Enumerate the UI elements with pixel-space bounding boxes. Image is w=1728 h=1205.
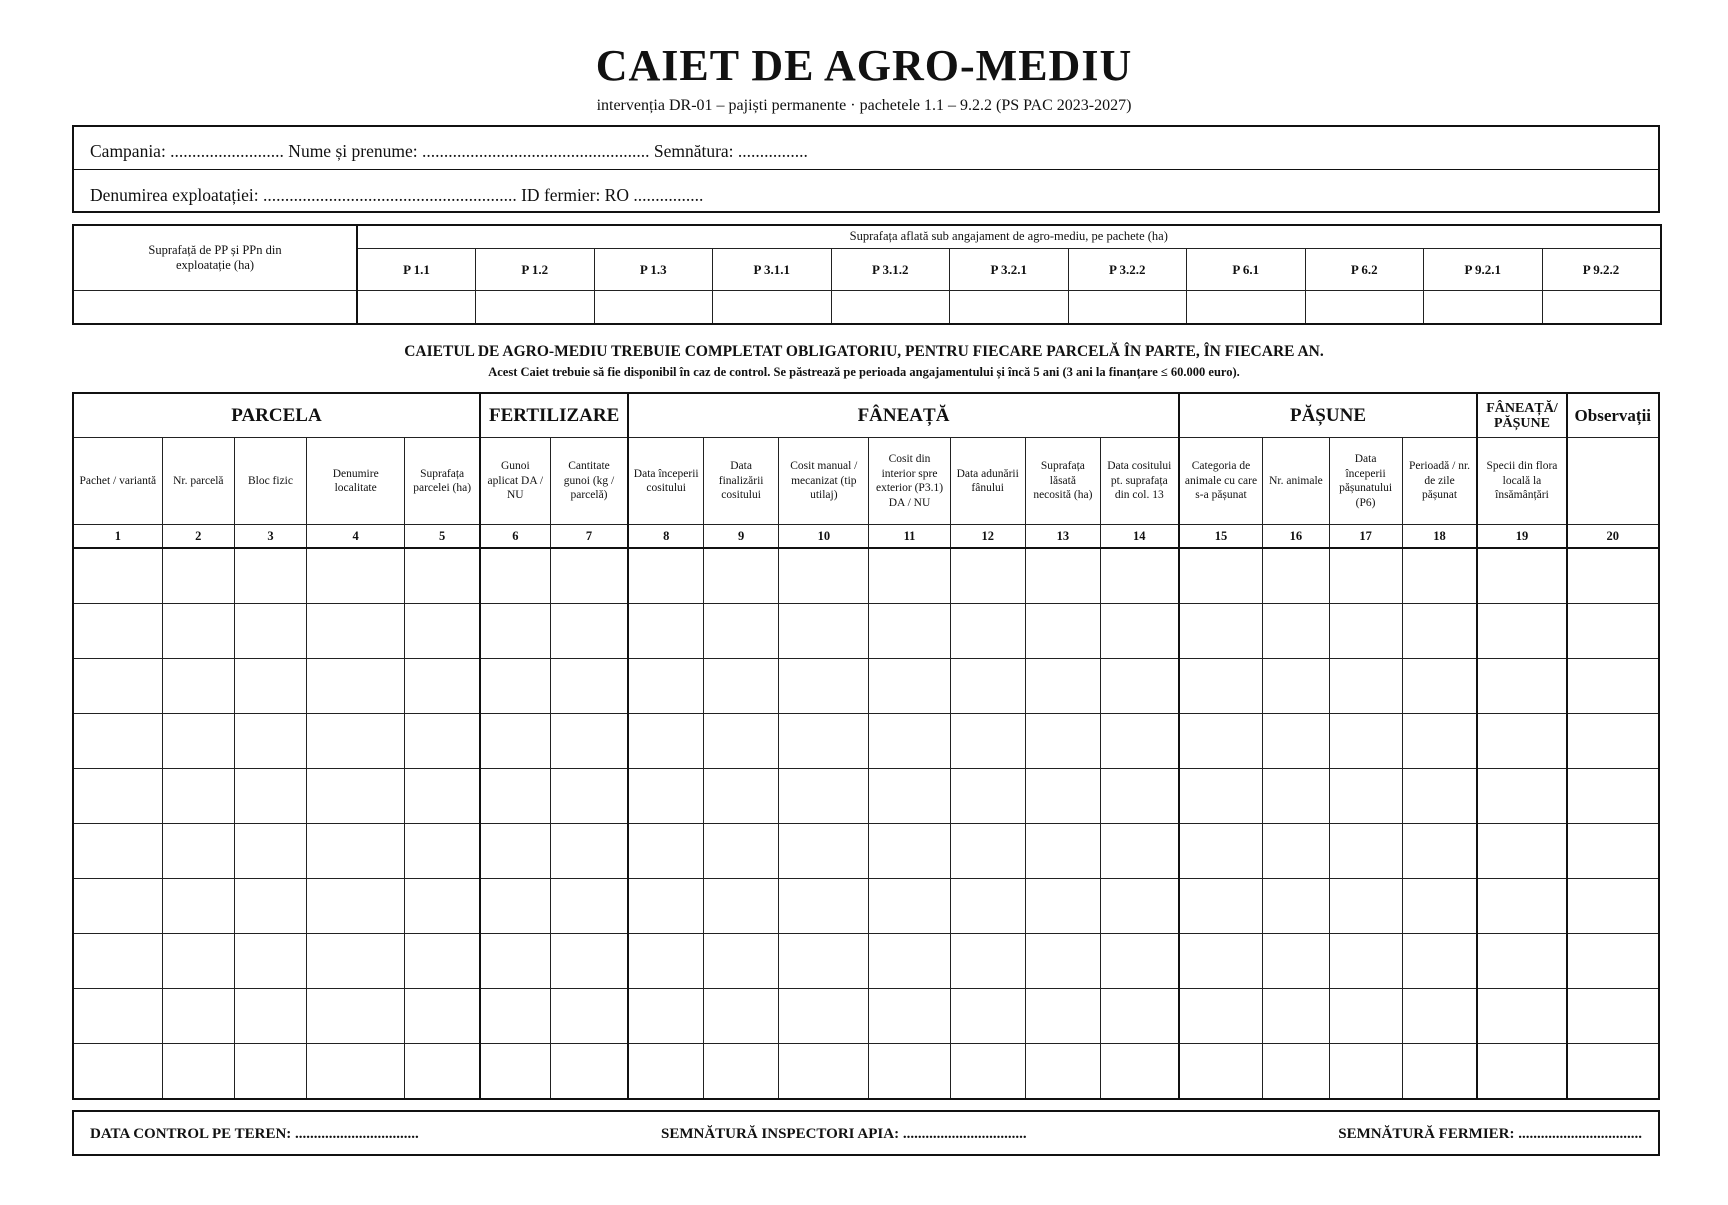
entry-cell[interactable] — [162, 989, 234, 1044]
column-number: 13 — [1025, 525, 1100, 549]
package-header: P 9.2.2 — [1542, 248, 1661, 290]
column-number: 18 — [1402, 525, 1477, 549]
column-header: Data cositului pt. suprafața din col. 13 — [1100, 438, 1178, 525]
entry-cell[interactable] — [1263, 934, 1329, 989]
entry-cell[interactable] — [480, 824, 550, 879]
entry-cell[interactable] — [1402, 879, 1477, 934]
table-row — [73, 769, 1659, 824]
column-header: Cosit manual / mecanizat (tip utilaj) — [779, 438, 869, 525]
column-header — [1567, 438, 1659, 525]
entry-cell[interactable] — [307, 659, 405, 714]
packages-table — [72, 224, 1662, 325]
group-parcela: PARCELA — [73, 393, 480, 438]
entry-cell[interactable] — [704, 1044, 779, 1100]
package-header: P 3.1.1 — [713, 248, 832, 290]
parcel-log-table — [72, 392, 1660, 1100]
entry-cell[interactable] — [704, 824, 779, 879]
entry-cell[interactable] — [1402, 989, 1477, 1044]
entry-cell[interactable] — [1179, 879, 1263, 934]
entry-cell[interactable] — [73, 824, 162, 879]
entry-cell[interactable] — [869, 714, 950, 769]
entry-cell[interactable] — [1567, 659, 1659, 714]
entry-cell[interactable] — [1329, 989, 1402, 1044]
entry-cell[interactable] — [1263, 769, 1329, 824]
column-header: Nr. parcelă — [162, 438, 234, 525]
entry-cell[interactable] — [307, 1044, 405, 1100]
entry-cell[interactable] — [550, 714, 628, 769]
entry-cell[interactable] — [1477, 714, 1566, 769]
entry-cell[interactable] — [1100, 548, 1178, 604]
entry-cell[interactable] — [1263, 714, 1329, 769]
entry-cell[interactable] — [234, 934, 306, 989]
column-header: Suprafața lăsată necosită (ha) — [1025, 438, 1100, 525]
entry-cell[interactable] — [1329, 769, 1402, 824]
entry-cell[interactable] — [550, 1044, 628, 1100]
entry-cell[interactable] — [73, 769, 162, 824]
field-control-date: DATA CONTROL PE TEREN: ................................. — [90, 1126, 419, 1142]
entry-cell[interactable] — [480, 934, 550, 989]
control-footer — [72, 1110, 1660, 1156]
info-line-farm: Denumirea exploatației: .......................................................... ID fermier: RO ................ — [90, 185, 704, 205]
column-number: 20 — [1567, 525, 1659, 549]
column-number: 2 — [162, 525, 234, 549]
entry-cell[interactable] — [1567, 769, 1659, 824]
column-header: Cosit din interior spre exterior (P3.1) DA / NU — [869, 438, 950, 525]
entry-cell[interactable] — [162, 1044, 234, 1100]
entry-cell[interactable] — [950, 879, 1025, 934]
entry-cell[interactable] — [1567, 1044, 1659, 1100]
entry-cell[interactable] — [405, 548, 480, 604]
entry-cell[interactable] — [1025, 879, 1100, 934]
entry-cell[interactable] — [628, 1044, 703, 1100]
entry-cell[interactable] — [1402, 934, 1477, 989]
entry-cell[interactable] — [950, 714, 1025, 769]
entry-cell[interactable] — [869, 769, 950, 824]
entry-cell[interactable] — [162, 659, 234, 714]
entry-cell[interactable] — [628, 604, 703, 659]
entry-cell[interactable] — [1329, 824, 1402, 879]
entry-cell[interactable] — [1567, 604, 1659, 659]
column-number: 6 — [480, 525, 550, 549]
entry-cell[interactable] — [480, 989, 550, 1044]
entry-cell[interactable] — [1179, 824, 1263, 879]
entry-cell[interactable] — [234, 604, 306, 659]
entry-cell[interactable] — [234, 824, 306, 879]
group-pasune: PĂȘUNE — [1179, 393, 1478, 438]
entry-cell[interactable] — [1100, 769, 1178, 824]
entry-cell[interactable] — [405, 604, 480, 659]
package-header: P 9.2.1 — [1424, 248, 1543, 290]
entry-cell[interactable] — [1477, 769, 1566, 824]
package-header: P 6.2 — [1305, 248, 1424, 290]
entry-cell[interactable] — [1402, 548, 1477, 604]
column-number: 12 — [950, 525, 1025, 549]
entry-cell[interactable] — [307, 769, 405, 824]
column-header: Cantitate gunoi (kg / parcelă) — [550, 438, 628, 525]
package-header: P 1.3 — [594, 248, 713, 290]
package-area-cell[interactable] — [1305, 290, 1424, 324]
entry-cell[interactable] — [869, 879, 950, 934]
entry-cell[interactable] — [405, 989, 480, 1044]
entry-cell[interactable] — [73, 1044, 162, 1100]
pp-area-value[interactable] — [73, 290, 357, 324]
entry-cell[interactable] — [1100, 879, 1178, 934]
entry-cell[interactable] — [307, 934, 405, 989]
entry-cell[interactable] — [405, 934, 480, 989]
entry-cell[interactable] — [704, 769, 779, 824]
entry-cell[interactable] — [405, 824, 480, 879]
entry-cell[interactable] — [162, 934, 234, 989]
entry-cell[interactable] — [405, 769, 480, 824]
column-header: Perioadă / nr. de zile pășunat — [1402, 438, 1477, 525]
entry-cell[interactable] — [1477, 604, 1566, 659]
entry-cell[interactable] — [307, 824, 405, 879]
entry-cell[interactable] — [1402, 714, 1477, 769]
entry-cell[interactable] — [1329, 714, 1402, 769]
entry-cell[interactable] — [1179, 934, 1263, 989]
entry-cell[interactable] — [1329, 1044, 1402, 1100]
column-number: 14 — [1100, 525, 1178, 549]
entry-cell[interactable] — [1402, 659, 1477, 714]
entry-cell[interactable] — [1100, 604, 1178, 659]
entry-cell[interactable] — [162, 548, 234, 604]
entry-cell[interactable] — [480, 879, 550, 934]
entry-cell[interactable] — [704, 548, 779, 604]
entry-cell[interactable] — [73, 879, 162, 934]
entry-cell[interactable] — [1477, 934, 1566, 989]
entry-cell[interactable] — [779, 548, 869, 604]
entry-cell[interactable] — [162, 824, 234, 879]
table-row — [73, 659, 1659, 714]
table-row — [73, 604, 1659, 659]
entry-cell[interactable] — [550, 604, 628, 659]
entry-cell[interactable] — [1100, 824, 1178, 879]
entry-cell[interactable] — [405, 1044, 480, 1100]
entry-cell[interactable] — [550, 989, 628, 1044]
entry-cell[interactable] — [779, 1044, 869, 1100]
column-number: 8 — [628, 525, 703, 549]
entry-cell[interactable] — [1567, 548, 1659, 604]
entry-cell[interactable] — [1179, 659, 1263, 714]
package-header: P 1.1 — [357, 248, 476, 290]
entry-cell[interactable] — [480, 714, 550, 769]
entry-cell[interactable] — [307, 714, 405, 769]
entry-cell[interactable] — [1025, 604, 1100, 659]
package-area-cell[interactable] — [950, 290, 1069, 324]
table-row — [73, 879, 1659, 934]
package-area-cell[interactable] — [357, 290, 476, 324]
column-header: Data adunării fânului — [950, 438, 1025, 525]
entry-cell[interactable] — [1179, 769, 1263, 824]
entry-cell[interactable] — [628, 714, 703, 769]
entry-cell[interactable] — [307, 548, 405, 604]
entry-cell[interactable] — [1179, 714, 1263, 769]
package-area-cell[interactable] — [1542, 290, 1661, 324]
entry-cell[interactable] — [1025, 659, 1100, 714]
entry-cell[interactable] — [950, 989, 1025, 1044]
entry-cell[interactable] — [1477, 1044, 1566, 1100]
entry-cell[interactable] — [628, 769, 703, 824]
entry-cell[interactable] — [1402, 604, 1477, 659]
package-header: P 3.2.2 — [1068, 248, 1187, 290]
entry-cell[interactable] — [1263, 548, 1329, 604]
entry-cell[interactable] — [1567, 934, 1659, 989]
entry-cell[interactable] — [550, 659, 628, 714]
package-area-cell[interactable] — [713, 290, 832, 324]
entry-cell[interactable] — [234, 989, 306, 1044]
entry-cell[interactable] — [234, 879, 306, 934]
entry-cell[interactable] — [779, 714, 869, 769]
notice-mandatory: CAIETUL DE AGRO-MEDIU TREBUIE COMPLETAT OBLIGATORIU, PENTRU FIECARE PARCELĂ ÎN PARTE, ÎN FIECARE AN. — [404, 343, 1324, 360]
entry-cell[interactable] — [779, 934, 869, 989]
page-title: CAIET DE AGRO-MEDIU — [595, 41, 1133, 90]
package-area-cell[interactable] — [1424, 290, 1543, 324]
column-header: Data începerii cositului — [628, 438, 703, 525]
entry-cell[interactable] — [704, 934, 779, 989]
table-row — [73, 824, 1659, 879]
farmer-info-box — [72, 125, 1660, 213]
entry-cell[interactable] — [1567, 879, 1659, 934]
column-header: Bloc fizic — [234, 438, 306, 525]
column-number: 16 — [1263, 525, 1329, 549]
entry-cell[interactable] — [1477, 989, 1566, 1044]
info-line-campaign: Campania: .......................... Nume și prenume: .................................................... Semnătura: ................ — [90, 141, 808, 161]
entry-cell[interactable] — [1402, 824, 1477, 879]
entry-cell[interactable] — [480, 604, 550, 659]
entry-cell[interactable] — [480, 659, 550, 714]
entry-cell[interactable] — [1263, 604, 1329, 659]
entry-cell[interactable] — [1263, 824, 1329, 879]
column-header: Nr. animale — [1263, 438, 1329, 525]
entry-cell[interactable] — [704, 604, 779, 659]
entry-cell[interactable] — [1025, 714, 1100, 769]
entry-cell[interactable] — [950, 1044, 1025, 1100]
entry-cell[interactable] — [1477, 879, 1566, 934]
package-area-cell[interactable] — [594, 290, 713, 324]
column-number: 19 — [1477, 525, 1566, 549]
column-header: Data începerii pășunatului (P6) — [1329, 438, 1402, 525]
info-divider — [74, 169, 1658, 170]
entry-cell[interactable] — [1179, 604, 1263, 659]
entry-cell[interactable] — [234, 548, 306, 604]
entry-cell[interactable] — [307, 989, 405, 1044]
entry-cell[interactable] — [779, 989, 869, 1044]
entry-cell[interactable] — [869, 824, 950, 879]
column-number: 17 — [1329, 525, 1402, 549]
entry-cell[interactable] — [1100, 714, 1178, 769]
entry-cell[interactable] — [1100, 989, 1178, 1044]
entry-cell[interactable] — [950, 604, 1025, 659]
table-row — [73, 1044, 1659, 1100]
entry-cell[interactable] — [869, 659, 950, 714]
entry-cell[interactable] — [779, 659, 869, 714]
entry-cell[interactable] — [628, 659, 703, 714]
entry-cell[interactable] — [1329, 659, 1402, 714]
column-header: Gunoi aplicat DA / NU — [480, 438, 550, 525]
entry-cell[interactable] — [950, 769, 1025, 824]
entry-cell[interactable] — [1025, 548, 1100, 604]
entry-cell[interactable] — [779, 824, 869, 879]
entry-cell[interactable] — [1025, 989, 1100, 1044]
table-row — [73, 548, 1659, 604]
entry-cell[interactable] — [162, 879, 234, 934]
entry-cell[interactable] — [1567, 989, 1659, 1044]
entry-cell[interactable] — [950, 824, 1025, 879]
entry-cell[interactable] — [1329, 604, 1402, 659]
entry-cell[interactable] — [628, 989, 703, 1044]
pp-area-header: Suprafață de PP și PPn din exploatație (ha) — [73, 225, 357, 290]
column-header: Data finalizării cositului — [704, 438, 779, 525]
entry-cell[interactable] — [779, 604, 869, 659]
column-header: Pachet / variantă — [73, 438, 162, 525]
entry-cell[interactable] — [307, 604, 405, 659]
entry-cell[interactable] — [1477, 659, 1566, 714]
entry-cell[interactable] — [480, 548, 550, 604]
entry-cell[interactable] — [869, 934, 950, 989]
entry-cell[interactable] — [1567, 714, 1659, 769]
entry-cell[interactable] — [950, 934, 1025, 989]
package-area-cell[interactable] — [831, 290, 950, 324]
package-header: P 3.1.2 — [831, 248, 950, 290]
package-area-cell[interactable] — [476, 290, 595, 324]
group-observatii: Observații — [1567, 393, 1659, 438]
entry-cell[interactable] — [704, 714, 779, 769]
column-number: 10 — [779, 525, 869, 549]
entry-cell[interactable] — [628, 824, 703, 879]
entry-cell[interactable] — [73, 659, 162, 714]
entry-cell[interactable] — [1329, 879, 1402, 934]
entry-cell[interactable] — [628, 879, 703, 934]
entry-cell[interactable] — [704, 879, 779, 934]
entry-cell[interactable] — [950, 548, 1025, 604]
entry-cell[interactable] — [1329, 548, 1402, 604]
entry-cell[interactable] — [234, 769, 306, 824]
entry-cell[interactable] — [1025, 824, 1100, 879]
entry-cell[interactable] — [73, 989, 162, 1044]
entry-cell[interactable] — [234, 659, 306, 714]
column-header: Specii din flora locală la însămânțări — [1477, 438, 1566, 525]
entry-cell[interactable] — [950, 659, 1025, 714]
entry-cell[interactable] — [73, 548, 162, 604]
package-header: P 3.2.1 — [950, 248, 1069, 290]
entry-cell[interactable] — [480, 1044, 550, 1100]
column-number: 5 — [405, 525, 480, 549]
package-header: P 1.2 — [476, 248, 595, 290]
column-number: 7 — [550, 525, 628, 549]
group-fertilizare: FERTILIZARE — [480, 393, 628, 438]
entry-cell[interactable] — [550, 769, 628, 824]
entry-cell[interactable] — [234, 714, 306, 769]
entry-cell[interactable] — [628, 934, 703, 989]
column-header: Denumire localitate — [307, 438, 405, 525]
column-number: 15 — [1179, 525, 1263, 549]
entry-cell[interactable] — [234, 1044, 306, 1100]
column-number: 9 — [704, 525, 779, 549]
entry-cell[interactable] — [1477, 824, 1566, 879]
entry-cell[interactable] — [1179, 989, 1263, 1044]
entry-cell[interactable] — [1263, 879, 1329, 934]
farmer-signature: SEMNĂTURĂ FERMIER: ................................. — [1338, 1126, 1642, 1142]
entry-cell[interactable] — [1477, 548, 1566, 604]
entry-cell[interactable] — [1100, 1044, 1178, 1100]
entry-cell[interactable] — [73, 604, 162, 659]
entry-cell[interactable] — [1402, 1044, 1477, 1100]
entry-cell[interactable] — [1567, 824, 1659, 879]
page-subtitle: intervenția DR-01 – pajiști permanente · pachetele 1.1 – 9.2.2 (PS PAC 2023-2027) — [596, 97, 1132, 114]
table-row — [73, 989, 1659, 1044]
entry-cell[interactable] — [405, 714, 480, 769]
entry-cell[interactable] — [405, 659, 480, 714]
entry-cell[interactable] — [1025, 769, 1100, 824]
column-number: 11 — [869, 525, 950, 549]
entry-cell[interactable] — [307, 879, 405, 934]
column-number: 3 — [234, 525, 306, 549]
entry-cell[interactable] — [405, 879, 480, 934]
package-header: P 6.1 — [1187, 248, 1306, 290]
column-header: Categoria de animale cu care s-a pășunat — [1179, 438, 1263, 525]
entry-cell[interactable] — [1025, 934, 1100, 989]
entry-cell[interactable] — [779, 879, 869, 934]
entry-cell[interactable] — [1263, 989, 1329, 1044]
entry-cell[interactable] — [869, 1044, 950, 1100]
package-area-cell[interactable] — [1068, 290, 1187, 324]
table-row — [73, 714, 1659, 769]
group-faneata-pasune: FÂNEAȚĂ/ PĂȘUNE — [1477, 393, 1566, 438]
entry-cell[interactable] — [73, 714, 162, 769]
entry-cell[interactable] — [480, 769, 550, 824]
entry-cell[interactable] — [550, 934, 628, 989]
entry-cell[interactable] — [1179, 548, 1263, 604]
table-row — [73, 934, 1659, 989]
entry-cell[interactable] — [1025, 1044, 1100, 1100]
entry-cell[interactable] — [869, 604, 950, 659]
entry-cell[interactable] — [628, 548, 703, 604]
entry-cell[interactable] — [1179, 1044, 1263, 1100]
entry-cell[interactable] — [1263, 1044, 1329, 1100]
entry-cell[interactable] — [869, 989, 950, 1044]
entry-cell[interactable] — [162, 714, 234, 769]
entry-cell[interactable] — [1329, 934, 1402, 989]
column-number: 4 — [307, 525, 405, 549]
apia-inspectors-signature: SEMNĂTURĂ INSPECTORI APIA: ................................. — [661, 1126, 1027, 1142]
group-faneata: FÂNEAȚĂ — [628, 393, 1178, 438]
entry-cell[interactable] — [1263, 659, 1329, 714]
entry-cell[interactable] — [1100, 659, 1178, 714]
package-area-cell[interactable] — [1187, 290, 1306, 324]
entry-cell[interactable] — [704, 659, 779, 714]
entry-cell[interactable] — [162, 604, 234, 659]
column-header: Suprafața parcelei (ha) — [405, 438, 480, 525]
entry-cell[interactable] — [779, 769, 869, 824]
entry-cell[interactable] — [73, 934, 162, 989]
entry-cell[interactable] — [1100, 934, 1178, 989]
entry-cell[interactable] — [704, 989, 779, 1044]
entry-cell[interactable] — [550, 879, 628, 934]
entry-cell[interactable] — [550, 548, 628, 604]
entry-cell[interactable] — [1402, 769, 1477, 824]
notice-retention: Acest Caiet trebuie să fie disponibil în caz de control. Se păstrează pe perioada angajamentului și încă 5 ani (3 ani la finanțare ≤ 60.000 euro). — [488, 365, 1240, 379]
entry-cell[interactable] — [869, 548, 950, 604]
entry-cell[interactable] — [550, 824, 628, 879]
column-number: 1 — [73, 525, 162, 549]
entry-cell[interactable] — [162, 769, 234, 824]
packages-top-header: Suprafața aflată sub angajament de agro-mediu, pe pachete (ha) — [357, 225, 1661, 248]
